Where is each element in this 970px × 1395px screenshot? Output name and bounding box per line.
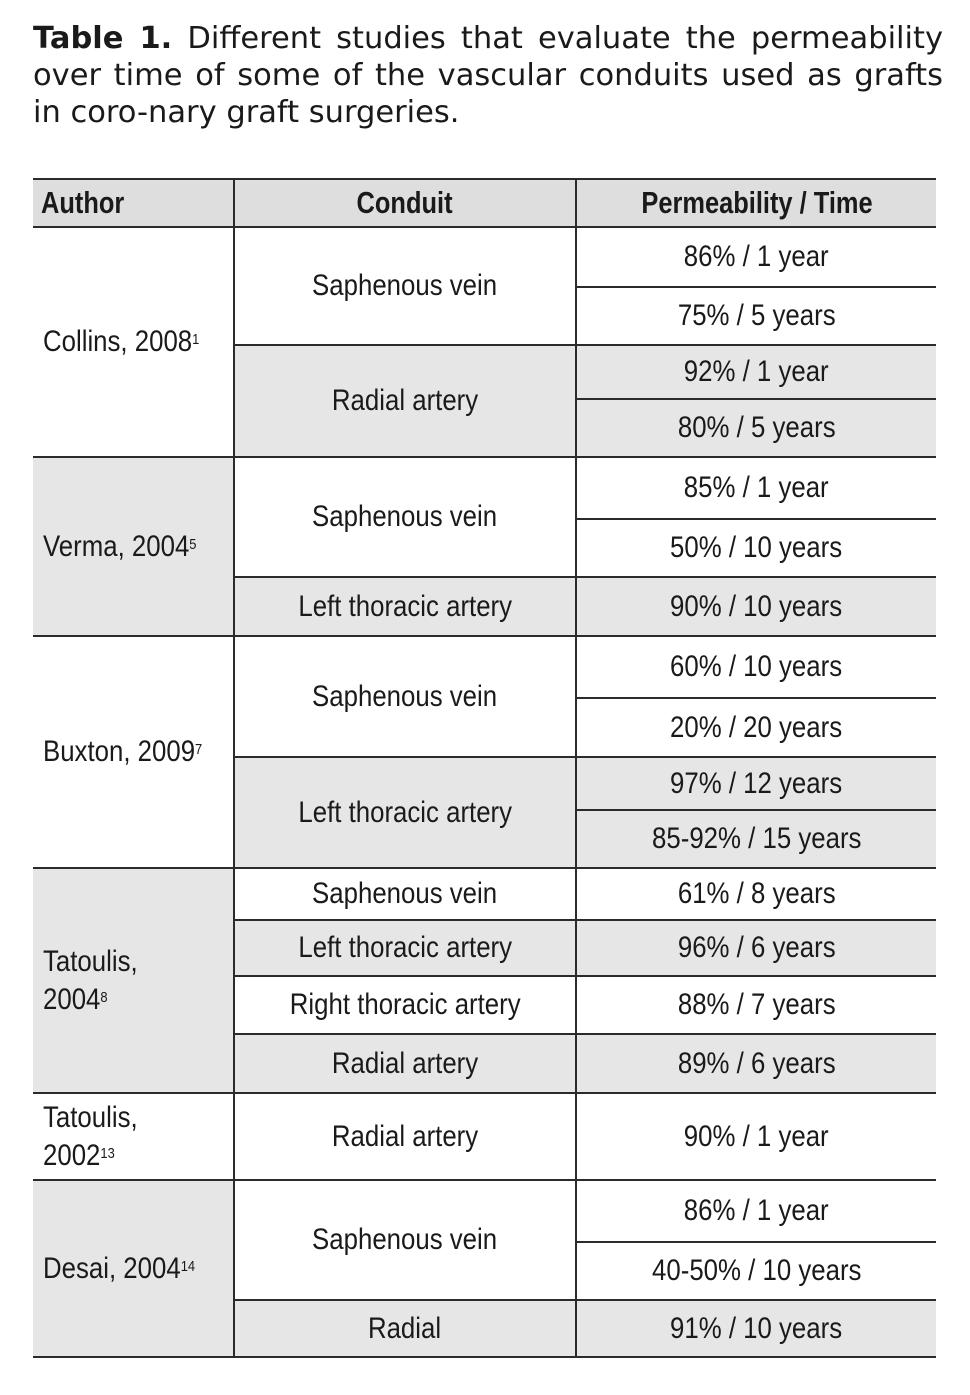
permeability-cell: 61% / 8 years: [576, 868, 936, 920]
author-cell: Tatoulis, 2002$^{13}$: [33, 1093, 234, 1180]
conduit-cell: Saphenous vein: [234, 1180, 576, 1300]
table-caption: [33, 20, 943, 131]
header-row: [33, 179, 936, 227]
conduit-cell: Left thoracic artery: [234, 577, 576, 636]
author-cell: Collins, 2008$^1$: [33, 227, 234, 457]
conduit-cell: Radial artery: [234, 1093, 576, 1180]
conduit-cell: Saphenous vein: [234, 457, 576, 577]
permeability-cell: 86% / 1 year: [576, 227, 936, 287]
permeability-cell: 85-92% / 15 years: [576, 810, 936, 868]
author-cell: Desai, 2004$^{14}$: [33, 1180, 234, 1357]
permeability-cell: 80% / 5 years: [576, 399, 936, 457]
header-permeability: Permeability / Time: [576, 179, 936, 227]
conduit-cell: Saphenous vein: [234, 636, 576, 757]
table-row: [33, 457, 936, 519]
header-author: Author: [33, 179, 234, 227]
author-cell: Verma, 2004$^5$: [33, 457, 234, 636]
permeability-cell: 96% / 6 years: [576, 920, 936, 976]
conduit-cell: Right thoracic artery: [234, 976, 576, 1034]
permeability-cell: 60% / 10 years: [576, 636, 936, 698]
permeability-cell: 50% / 10 years: [576, 519, 936, 577]
permeability-cell: 97% / 12 years: [576, 757, 936, 810]
permeability-cell: 88% / 7 years: [576, 976, 936, 1034]
author-cell: Buxton, 2009$^7$: [33, 636, 234, 868]
permeability-cell: 40-50% / 10 years: [576, 1242, 936, 1300]
table-row: [33, 1180, 936, 1242]
permeability-cell: 90% / 10 years: [576, 577, 936, 636]
conduit-cell: Left thoracic artery: [234, 757, 576, 868]
conduit-cell: Saphenous vein: [234, 227, 576, 345]
table-row: [33, 227, 936, 287]
conduit-cell: Radial artery: [234, 1034, 576, 1093]
permeability-cell: 20% / 20 years: [576, 698, 936, 757]
permeability-cell: 89% / 6 years: [576, 1034, 936, 1093]
permeability-cell: 75% / 5 years: [576, 287, 936, 345]
header-conduit: Conduit: [234, 179, 576, 227]
permeability-cell: 90% / 1 year: [576, 1093, 936, 1180]
permeability-cell: 92% / 1 year: [576, 345, 936, 399]
table-row: [33, 636, 936, 698]
conduit-cell: Left thoracic artery: [234, 920, 576, 976]
permeability-cell: 91% / 10 years: [576, 1300, 936, 1357]
conduit-cell: Radial: [234, 1300, 576, 1357]
table-row: [33, 868, 936, 920]
permeability-cell: 86% / 1 year: [576, 1180, 936, 1242]
table-row: [33, 1093, 936, 1180]
author-cell: Tatoulis, 2004$^8$: [33, 868, 234, 1093]
conduit-cell: Radial artery: [234, 345, 576, 457]
permeability-cell: 85% / 1 year: [576, 457, 936, 519]
caption-label: Table 1.: [33, 21, 173, 56]
caption-text: Different studies that evaluate the permeability over time of some of the vascular conduits used as grafts in coro-nary graft surgeries.: [33, 21, 943, 130]
conduit-cell: Saphenous vein: [234, 868, 576, 920]
permeability-table: [33, 178, 936, 1358]
